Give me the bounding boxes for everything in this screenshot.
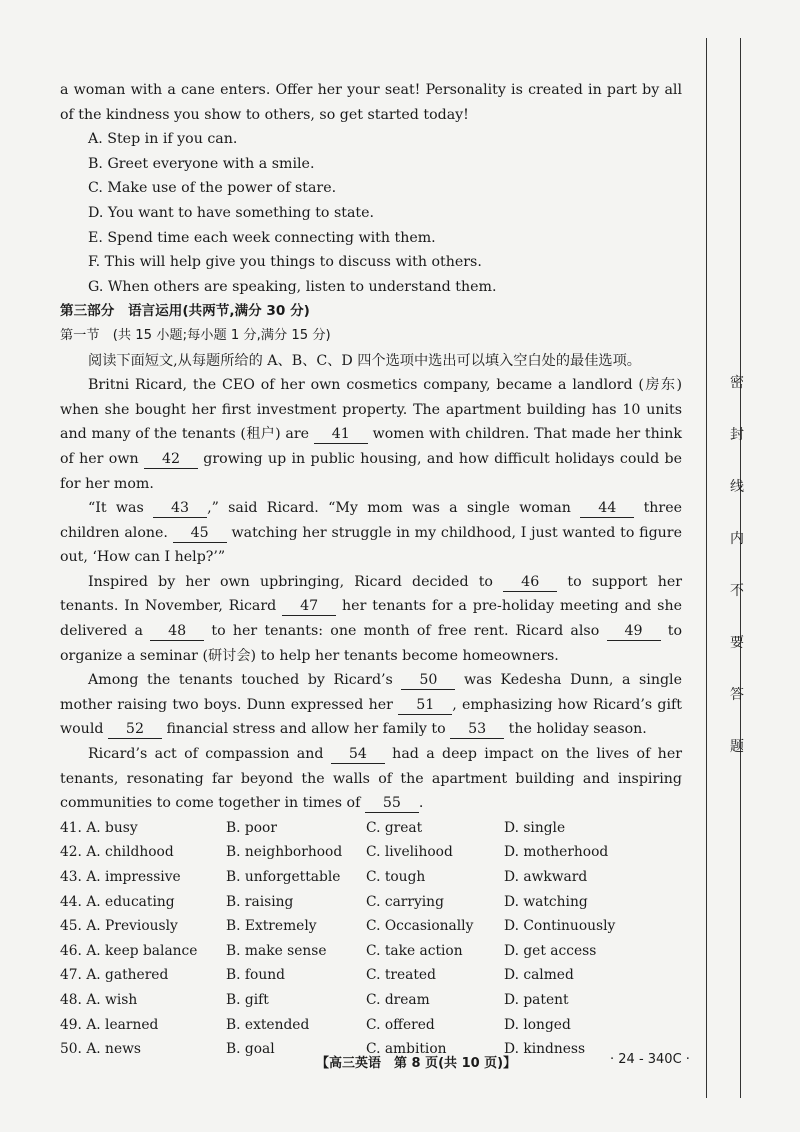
blank-48: 48	[150, 622, 204, 641]
blank-54: 54	[331, 745, 385, 764]
choice-d: D. watching	[504, 893, 588, 910]
text-run: Inspired by her own upbringing, Ricard decided to	[88, 573, 504, 590]
choice-b: B. Extremely	[226, 918, 317, 935]
text-run: to her tenants: one month of free rent. Ricard also	[204, 623, 607, 640]
passage-paragraph-3	[60, 570, 682, 668]
text-run: , emphasizing how Ricard’s gift would	[60, 696, 682, 738]
exam-code: · 24 - 340C ·	[610, 1052, 690, 1067]
choice-b: B. gift	[226, 991, 269, 1008]
choice-row-45	[60, 914, 682, 939]
section1-title: 第一节 (共 15 小题;每小题 1 分,满分 15 分)	[60, 327, 331, 343]
text-run: three children alone.	[60, 500, 682, 541]
choice-b: B. poor	[226, 819, 277, 836]
option-g: G. When others are speaking, listen to understand them.	[88, 278, 497, 295]
choice-d: D. get access	[504, 942, 597, 959]
choice-row-47	[60, 963, 682, 988]
seal-char: 不	[730, 583, 744, 599]
text-run: was Kedesha Dunn, a single mother raising two boys. Dunn expressed her	[60, 672, 682, 713]
choice-d: D. single	[504, 819, 566, 836]
text-run: had a deep impact on the lives of her tenants, resonating far beyond the walls of the apartment building and inspiring communities to come together in times of	[60, 746, 682, 812]
choice-c: C. dream	[366, 991, 430, 1008]
passage-paragraph-5	[60, 742, 682, 816]
choice-row-41	[60, 816, 682, 841]
choice-row-43	[60, 865, 682, 890]
intro-paragraph: a woman with a cane enters. Offer her your seat! Personality is created in part by all of the kindness you show to others, so get started today!	[60, 82, 682, 123]
passage-paragraph-4	[60, 668, 682, 742]
text-run: “It was	[88, 500, 154, 517]
choice-b: B. raising	[226, 893, 294, 910]
choice-c: C. treated	[366, 967, 436, 984]
blank-49: 49	[607, 622, 661, 641]
seal-char: 密	[730, 375, 744, 391]
blank-43: 43	[153, 499, 207, 518]
answer-choices	[60, 816, 682, 1062]
passage-paragraph-2	[60, 496, 682, 570]
choice-a: 48. A. wish	[60, 991, 138, 1008]
instruction: 阅读下面短文,从每题所给的 A、B、C、D 四个选项中选出可以填入空白处的最佳选项。	[88, 352, 641, 369]
choice-d: D. longed	[504, 1016, 571, 1033]
choice-d: D. patent	[504, 991, 569, 1008]
choice-a: 47. A. gathered	[60, 967, 169, 984]
choice-c: C. ambition	[366, 1041, 447, 1058]
choice-a: 46. A. keep balance	[60, 942, 198, 959]
seal-char: 线	[730, 479, 744, 495]
text-run: growing up in public housing, and how difficult holidays could be for her mom.	[60, 450, 682, 492]
blank-46: 46	[503, 573, 557, 592]
page-content	[60, 78, 682, 1062]
choice-c: C. tough	[366, 869, 426, 885]
choice-row-44	[60, 890, 682, 915]
blank-41: 41	[314, 425, 368, 444]
blank-47: 47	[282, 597, 336, 616]
choice-c: C. livelihood	[366, 844, 453, 861]
option-e: E. Spend time each week connecting with them.	[88, 229, 436, 246]
choice-c: C. great	[366, 819, 423, 836]
seal-char: 答	[730, 687, 744, 703]
text-run: Among the tenants touched by Ricard’s	[88, 672, 402, 689]
option-b: B. Greet everyone with a smile.	[88, 155, 315, 172]
text-run: Britni Ricard, the CEO of her own cosmetics company, became a landlord (房东) when she bought her first investment property. The apartment building has 10 units and many of the tenants (租户) are	[60, 377, 682, 443]
choice-d: D. motherhood	[504, 844, 609, 861]
choice-a: 42. A. childhood	[60, 844, 174, 861]
choice-row-42	[60, 840, 682, 865]
text-run: her tenants for a pre-holiday meeting and she delivered a	[60, 598, 682, 640]
text-run: to support her tenants. In November, Ricard	[60, 573, 683, 615]
choice-b: B. unforgettable	[226, 869, 341, 885]
choice-row-49	[60, 1013, 682, 1038]
choice-a: 50. A. news	[60, 1041, 142, 1058]
choice-c: C. Occasionally	[366, 918, 474, 935]
part3-title: 第三部分 语言运用(共两节,满分 30 分)	[60, 303, 310, 320]
blank-51: 51	[398, 696, 452, 715]
blank-42: 42	[144, 450, 198, 469]
option-a: A. Step in if you can.	[88, 131, 238, 148]
text-run: .	[418, 795, 424, 812]
seal-line-notice	[724, 372, 750, 788]
choice-a: 41. A. busy	[60, 819, 138, 836]
choice-c: C. offered	[366, 1016, 435, 1033]
choice-d: D. Continuously	[504, 918, 616, 935]
blank-50: 50	[401, 671, 455, 690]
blank-55: 55	[365, 794, 419, 813]
choice-c: C. carrying	[366, 893, 444, 910]
page-number-label: 【高三英语 第 8 页(共 10 页)】	[316, 1056, 517, 1071]
blank-53: 53	[450, 720, 504, 739]
choice-a: 43. A. impressive	[60, 869, 181, 885]
text-run: the holiday season.	[504, 721, 647, 738]
option-d: D. You want to have something to state.	[88, 204, 375, 221]
choice-b: B. extended	[226, 1016, 310, 1033]
choice-a: 44. A. educating	[60, 893, 175, 910]
text-run: Ricard’s act of compassion and	[88, 746, 331, 763]
text-run: to organize a seminar (研讨会) to help her tenants become homeowners.	[60, 623, 682, 664]
choice-row-48	[60, 988, 682, 1013]
choice-b: B. neighborhood	[226, 844, 343, 861]
option-c: C. Make use of the power of stare.	[88, 180, 337, 197]
blank-52: 52	[108, 720, 162, 739]
blank-44: 44	[580, 499, 634, 518]
choice-row-46	[60, 939, 682, 964]
choice-b: B. found	[226, 967, 285, 984]
choice-a: 45. A. Previously	[60, 918, 178, 935]
text-run: watching her struggle in my childhood, I just wanted to figure out, ‘How can I help?’”	[60, 524, 682, 566]
seal-char: 要	[730, 635, 744, 651]
seven-options-list	[60, 127, 682, 299]
choice-d: D. kindness	[504, 1041, 586, 1058]
option-f: F. This will help give you things to discuss with others.	[88, 254, 482, 271]
seal-char: 封	[730, 427, 744, 443]
choice-b: B. goal	[226, 1041, 275, 1058]
text-run: women with children. That made her think of her own	[60, 426, 682, 467]
choice-d: D. awkward	[504, 869, 588, 885]
binding-line-left	[706, 38, 707, 1098]
choice-a: 49. A. learned	[60, 1016, 159, 1033]
choice-c: C. take action	[366, 942, 463, 959]
passage-paragraph-1	[60, 373, 682, 496]
seal-char: 内	[730, 531, 744, 547]
text-run: ,” said Ricard. “My mom was a single woman	[207, 500, 581, 517]
choice-b: B. make sense	[226, 942, 327, 959]
seal-char: 题	[730, 739, 744, 755]
blank-45: 45	[173, 524, 227, 543]
choice-d: D. calmed	[504, 967, 574, 984]
text-run: financial stress and allow her family to	[161, 721, 451, 738]
